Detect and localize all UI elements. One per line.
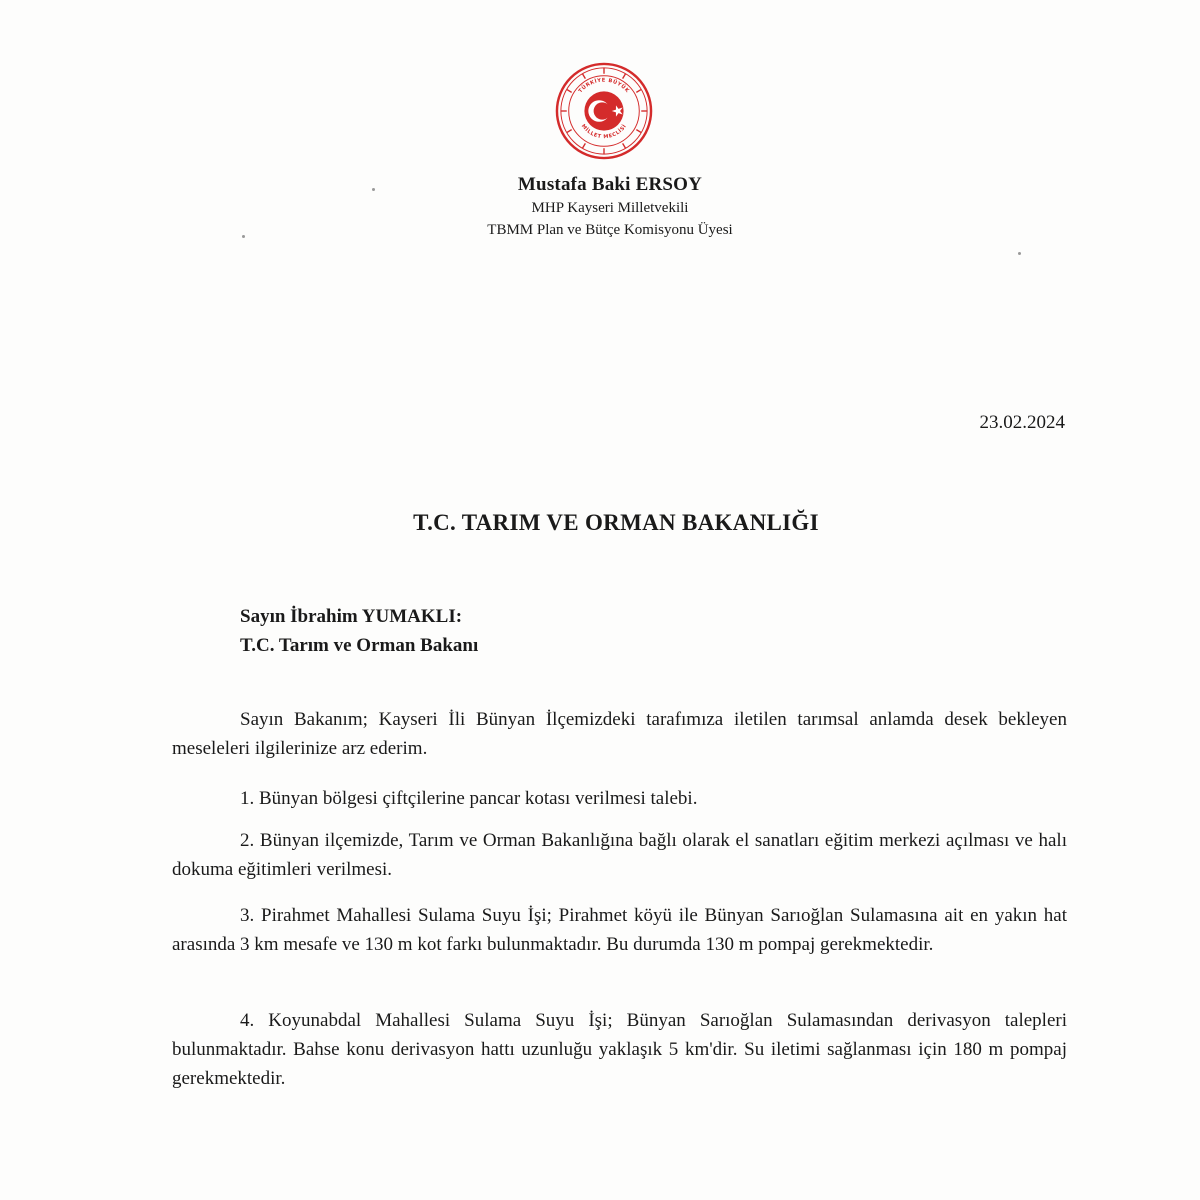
tbmm-seal-icon bbox=[555, 62, 653, 160]
intro-paragraph: Sayın Bakanım; Kayseri İli Bünyan İlçemizdeki tarafımıza iletilen tarımsal anlamda desek bekleyen meseleleri ilgilerinize arz ederim. bbox=[172, 709, 1067, 759]
list-item: 3. Pirahmet Mahallesi Sulama Suyu İşi; Pirahmet köyü ile Bünyan Sarıoğlan Sulamasına ait en yakın hat arasında 3 km mesafe ve 130 m kot farkı bulunmaktadır. Bu durumda 130 m pompaj gerekmektedir. bbox=[172, 905, 1067, 955]
scan-speck bbox=[242, 235, 245, 238]
list-item: 2. Bünyan ilçemizde, Tarım ve Orman Bakanlığına bağlı olarak el sanatları eğitim merkezi açılması ve halı dokuma eğitimleri verilmesi. bbox=[172, 830, 1067, 880]
sender-committee: TBMM Plan ve Bütçe Komisyonu Üyesi bbox=[487, 222, 733, 238]
list-item: 4. Koyunabdal Mahallesi Sulama Suyu İşi; Bünyan Sarıoğlan Sulamasından derivasyon talepleri bulunmaktadır. Bahse konu derivasyon hattı uzunluğu yaklaşık 5 km'dir. Su iletimi sağlanması için 180 m pompaj gerekmektedir. bbox=[172, 1010, 1067, 1089]
svg-text:TÜRKİYE BÜYÜK: TÜRKİYE BÜYÜK bbox=[577, 77, 631, 95]
svg-text:MİLLET MECLİSİ: MİLLET MECLİSİ bbox=[579, 123, 629, 141]
scan-speck bbox=[1018, 252, 1021, 255]
salutation-title: T.C. Tarım ve Orman Bakanı bbox=[240, 635, 479, 656]
salutation-name: Sayın İbrahim YUMAKLI: bbox=[240, 606, 463, 627]
sender-name: Mustafa Baki ERSOY bbox=[517, 174, 703, 195]
letter-date: 23.02.2024 bbox=[979, 412, 1065, 433]
sender-role: MHP Kayseri Milletvekili bbox=[531, 200, 689, 216]
list-item: 1. Bünyan bölgesi çiftçilerine pancar kotası verilmesi talebi. bbox=[240, 788, 698, 809]
recipient-organization: T.C. TARIM VE ORMAN BAKANLIĞI bbox=[413, 510, 819, 535]
scan-speck bbox=[372, 188, 375, 191]
